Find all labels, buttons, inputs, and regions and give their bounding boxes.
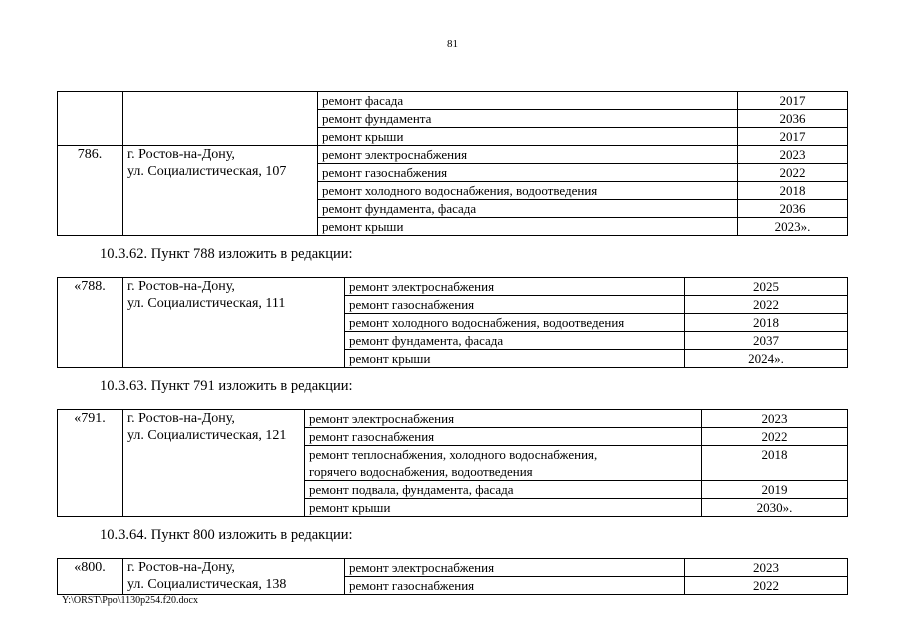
work-line: горячего водоснабжения, водоотведения	[309, 464, 533, 479]
work-cell: ремонт холодного водоснабжения, водоотведения	[318, 182, 738, 200]
item-number: «791.	[58, 410, 123, 517]
address-cell	[123, 410, 305, 517]
work-line: ремонт теплоснабжения, холодного водоснабжения,	[309, 447, 598, 462]
work-cell: ремонт газоснабжения	[318, 164, 738, 182]
year-cell: 2023	[702, 410, 848, 428]
table-row	[58, 410, 848, 428]
work-cell: ремонт газоснабжения	[345, 577, 685, 595]
work-cell: ремонт электроснабжения	[318, 146, 738, 164]
address-line: г. Ростов-на-Дону,	[127, 411, 235, 426]
year-cell: 2036	[738, 200, 848, 218]
table-row	[58, 146, 848, 164]
work-cell: ремонт фундамента, фасада	[345, 332, 685, 350]
year-cell: 2036	[738, 110, 848, 128]
year-cell: 2023	[738, 146, 848, 164]
work-cell: ремонт крыши	[305, 499, 702, 517]
year-cell: 2017	[738, 128, 848, 146]
year-cell: 2022	[685, 577, 848, 595]
table-item-800	[57, 558, 848, 595]
work-cell: ремонт крыши	[318, 218, 738, 236]
work-cell: ремонт электроснабжения	[305, 410, 702, 428]
work-cell: ремонт фундамента	[318, 110, 738, 128]
year-cell: 2022	[702, 428, 848, 446]
year-cell: 2017	[738, 92, 848, 110]
address-line: г. Ростов-на-Дону,	[127, 560, 235, 575]
work-cell: ремонт фасада	[318, 92, 738, 110]
work-cell	[305, 446, 702, 481]
address-line: ул. Социалистическая, 111	[127, 296, 286, 311]
year-cell: 2030».	[702, 499, 848, 517]
year-cell: 2037	[685, 332, 848, 350]
empty-cell	[58, 92, 123, 146]
file-path-footer: Y:\ORST\Ppo\1130p254.f20.docx	[62, 595, 198, 606]
table-item-788	[57, 277, 848, 368]
year-cell: 2018	[702, 446, 848, 481]
address-cell	[123, 146, 318, 236]
year-cell: 2025	[685, 278, 848, 296]
year-cell: 2019	[702, 481, 848, 499]
table-item-791	[57, 409, 848, 517]
work-cell: ремонт газоснабжения	[305, 428, 702, 446]
work-cell: ремонт газоснабжения	[345, 296, 685, 314]
year-cell: 2018	[738, 182, 848, 200]
work-cell: ремонт холодного водоснабжения, водоотведения	[345, 314, 685, 332]
amendment-note: 10.3.63. Пункт 791 изложить в редакции:	[100, 378, 353, 394]
address-line: ул. Социалистическая, 107	[127, 164, 287, 179]
table-row	[58, 278, 848, 296]
address-line: ул. Социалистическая, 121	[127, 428, 287, 443]
address-cell	[123, 559, 345, 595]
address-cell	[123, 278, 345, 368]
empty-cell	[123, 92, 318, 146]
work-cell: ремонт подвала, фундамента, фасада	[305, 481, 702, 499]
address-line: ул. Социалистическая, 138	[127, 577, 287, 592]
table-row	[58, 92, 848, 110]
year-cell: 2023	[685, 559, 848, 577]
table-item-786	[57, 91, 848, 236]
page-number: 81	[447, 38, 458, 50]
work-cell: ремонт электроснабжения	[345, 278, 685, 296]
amendment-note: 10.3.62. Пункт 788 изложить в редакции:	[100, 246, 353, 262]
year-cell: 2023».	[738, 218, 848, 236]
address-line: г. Ростов-на-Дону,	[127, 147, 235, 162]
item-number: «800.	[58, 559, 123, 595]
item-number: «788.	[58, 278, 123, 368]
work-cell: ремонт электроснабжения	[345, 559, 685, 577]
year-cell: 2024».	[685, 350, 848, 368]
table-row	[58, 559, 848, 577]
amendment-note: 10.3.64. Пункт 800 изложить в редакции:	[100, 527, 353, 543]
address-line: г. Ростов-на-Дону,	[127, 279, 235, 294]
year-cell: 2022	[685, 296, 848, 314]
work-cell: ремонт крыши	[345, 350, 685, 368]
year-cell: 2018	[685, 314, 848, 332]
year-cell: 2022	[738, 164, 848, 182]
work-cell: ремонт крыши	[318, 128, 738, 146]
work-cell: ремонт фундамента, фасада	[318, 200, 738, 218]
item-number: 786.	[58, 146, 123, 236]
